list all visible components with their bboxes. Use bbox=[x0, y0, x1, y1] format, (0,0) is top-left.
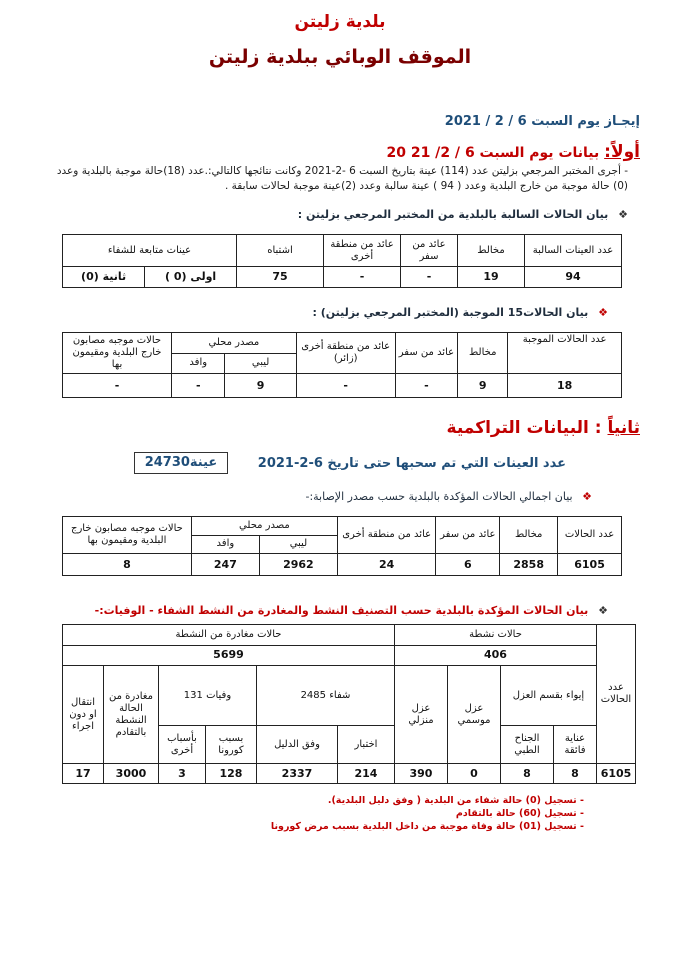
table-cell: 17 bbox=[63, 764, 104, 784]
table-header: عينات متابعة للشفاء bbox=[63, 235, 237, 267]
table-subheader: ليبي bbox=[225, 353, 296, 374]
table-header: مخالط bbox=[500, 517, 558, 554]
classification-table bbox=[62, 624, 636, 784]
table-cell: - bbox=[172, 374, 225, 398]
positives-heading bbox=[313, 306, 608, 319]
section2-title: : البيانات التراكمية bbox=[446, 418, 602, 438]
table-header: عدد الحالات bbox=[597, 625, 636, 764]
table-header: عدد الحالات الموجبة bbox=[508, 333, 622, 374]
table-header: عزل موسمي bbox=[448, 666, 501, 764]
table-header: حالات موجبه مصابون خارج البلدية ومقيمون بها bbox=[63, 333, 172, 374]
table-cell: 8 bbox=[63, 554, 192, 576]
bullet-icon: ❖ bbox=[618, 208, 628, 221]
classification-heading bbox=[95, 604, 608, 617]
table-header: إيواء بقسم العزل bbox=[501, 666, 597, 726]
table-cell: 6105 bbox=[597, 764, 636, 784]
samples-box: 24730عينة bbox=[134, 452, 228, 474]
negatives-heading-text: بيان الحالات السالبة بالبلدية من المختبر المرجعي بزليتن : bbox=[297, 208, 609, 221]
note-text: تسجيل (60) حالة بالتقادم bbox=[455, 808, 577, 819]
table-header: عائد من سفر bbox=[436, 517, 500, 554]
table-header: عدد العينات السالبة bbox=[525, 235, 622, 267]
table-cell: 9 bbox=[225, 374, 296, 398]
table-cell: 6 bbox=[436, 554, 500, 576]
section1-label: أولاً: bbox=[604, 142, 640, 162]
classification-heading-text: بيان الحالات المؤكدة بالبلدية حسب التصنيف النشط والمغادرة من النشط الشفاء - الوفيات:- bbox=[94, 604, 589, 617]
table-cell: - bbox=[401, 267, 458, 288]
bullet-icon: ❖ bbox=[582, 490, 592, 503]
table-header: عائد من سفر bbox=[395, 333, 458, 374]
table-subheader: وافد bbox=[172, 353, 225, 374]
table-subheader: بسبب كورونا bbox=[205, 726, 256, 764]
table-header: عدد الحالات bbox=[558, 517, 622, 554]
table-cell: 5699 bbox=[63, 645, 395, 666]
table-cell: 390 bbox=[394, 764, 447, 784]
bullet-icon: ❖ bbox=[598, 604, 608, 617]
municipality-title: بلدية زليتن bbox=[294, 12, 386, 32]
cumulative-heading-text: بيان اجمالي الحالات المؤكدة بالبلدية حسب مصدر الإصابة:- bbox=[305, 490, 573, 503]
cumulative-heading bbox=[305, 490, 592, 503]
table-subheader: اختبار bbox=[337, 726, 394, 764]
table-subheader: وفق الدليل bbox=[256, 726, 337, 764]
table-cell: 6105 bbox=[558, 554, 622, 576]
table-header: مخالط bbox=[458, 333, 508, 374]
table-subheader: عناية فائقة bbox=[554, 726, 597, 764]
table-cell: - bbox=[324, 267, 401, 288]
table-header: اشتباه bbox=[237, 235, 324, 267]
table-header: مغادرة من الحالة النشطة بالتقادم bbox=[104, 666, 159, 764]
table-header: عائد من منطقة أخرى (زائر) bbox=[296, 333, 395, 374]
table-header: عائد من سفر bbox=[401, 235, 458, 267]
note-text: تسجيل (0) حالة شفاء من البلدية ( وفق دليل البلدية). bbox=[327, 795, 577, 806]
table-cell: 2962 bbox=[259, 554, 337, 576]
cumulative-table bbox=[62, 516, 622, 576]
table-header: انتقال او دون اجراء bbox=[63, 666, 104, 764]
table-cell: 214 bbox=[337, 764, 394, 784]
section1-paragraph: - أجرى المختبر المرجعي بزليتن عدد (114) عينة بتاريخ السبت 6 -2-2021 وكانت نتائجها كالتالي:.عدد (18)حالة موجبة بالبلدية وعدد (0) حالة موجبة من خارج البلدية وعدد ( 94 ) عينة سالبة وعدد (2)عينة موجبة لحالات سابقة . bbox=[56, 165, 628, 192]
table-header: عائد من منطقة أخرى bbox=[324, 235, 401, 267]
table-header: وفيات 131 bbox=[158, 666, 256, 726]
table-header: عزل منزلي bbox=[394, 666, 447, 764]
table-cell: 406 bbox=[394, 645, 596, 666]
table-header: مصدر محلي bbox=[191, 517, 337, 536]
note-item: - تسجيل (01) حالة وفاة موجبة من داخل البلدية بسبب مرض كورونا bbox=[270, 821, 584, 832]
table-cell: ثانية (0) bbox=[63, 267, 145, 288]
note-item: - تسجيل (60) حالة بالتقادم bbox=[455, 808, 584, 819]
table-subheader: بأسباب أخرى bbox=[158, 726, 205, 764]
table-cell: 9 bbox=[458, 374, 508, 398]
summary-line: إيجـاز يوم السبت 6 / 2 / 2021 bbox=[444, 114, 640, 129]
section1-title: بيانات يوم السبت 6 / 2/ 21 20 bbox=[386, 145, 600, 161]
table-cell: 3 bbox=[158, 764, 205, 784]
table-header: حالات مغادرة من النشطة bbox=[63, 625, 395, 646]
table-header: شفاء 2485 bbox=[256, 666, 394, 726]
table-header: مصدر محلي bbox=[172, 333, 297, 354]
table-cell: 8 bbox=[554, 764, 597, 784]
table-cell: - bbox=[296, 374, 395, 398]
table-cell: 128 bbox=[205, 764, 256, 784]
table-cell: - bbox=[63, 374, 172, 398]
positives-table bbox=[62, 332, 622, 398]
table-cell: 0 bbox=[448, 764, 501, 784]
table-subheader: ليبي bbox=[259, 535, 337, 554]
table-cell: 24 bbox=[337, 554, 435, 576]
section2-heading bbox=[447, 418, 640, 438]
table-cell: اولى (0 ) bbox=[145, 267, 237, 288]
table-cell: 247 bbox=[191, 554, 259, 576]
table-cell: 18 bbox=[508, 374, 622, 398]
negatives-table bbox=[62, 234, 622, 288]
bullet-icon: ❖ bbox=[598, 306, 608, 319]
notes-list bbox=[271, 794, 584, 833]
table-header: عائد من منطقة أخرى bbox=[337, 517, 435, 554]
table-subheader: وافد bbox=[191, 535, 259, 554]
table-cell: 94 bbox=[525, 267, 622, 288]
table-header: حالات موجبه مصابون خارج البلدية ومقيمون بها bbox=[63, 517, 192, 554]
table-header: مخالط bbox=[458, 235, 525, 267]
table-cell: 19 bbox=[458, 267, 525, 288]
table-cell: 3000 bbox=[104, 764, 159, 784]
table-cell: 8 bbox=[501, 764, 554, 784]
table-cell: 75 bbox=[237, 267, 324, 288]
section2-label: ثانياً bbox=[607, 418, 640, 438]
table-cell: 2337 bbox=[256, 764, 337, 784]
positives-heading-text: بيان الحالات15 الموجبة (المختبر المرجعي بزليتن) : bbox=[312, 306, 589, 319]
report-title: الموقف الوبائي ببلدية زليتن bbox=[208, 46, 472, 68]
section1-heading bbox=[386, 142, 640, 162]
table-cell: 2858 bbox=[500, 554, 558, 576]
table-cell: - bbox=[395, 374, 458, 398]
table-header: حالات نشطة bbox=[394, 625, 596, 646]
note-text: تسجيل (01) حالة وفاة موجبة من داخل البلدية بسبب مرض كورونا bbox=[270, 821, 577, 832]
note-item: - تسجيل (0) حالة شفاء من البلدية ( وفق دليل البلدية). bbox=[327, 795, 584, 806]
samples-text: عدد العينات التي تم سحبها حتى تاريخ 6-2-2021 bbox=[257, 456, 566, 471]
table-subheader: الجناح الطبي bbox=[501, 726, 554, 764]
negatives-heading bbox=[298, 208, 628, 221]
